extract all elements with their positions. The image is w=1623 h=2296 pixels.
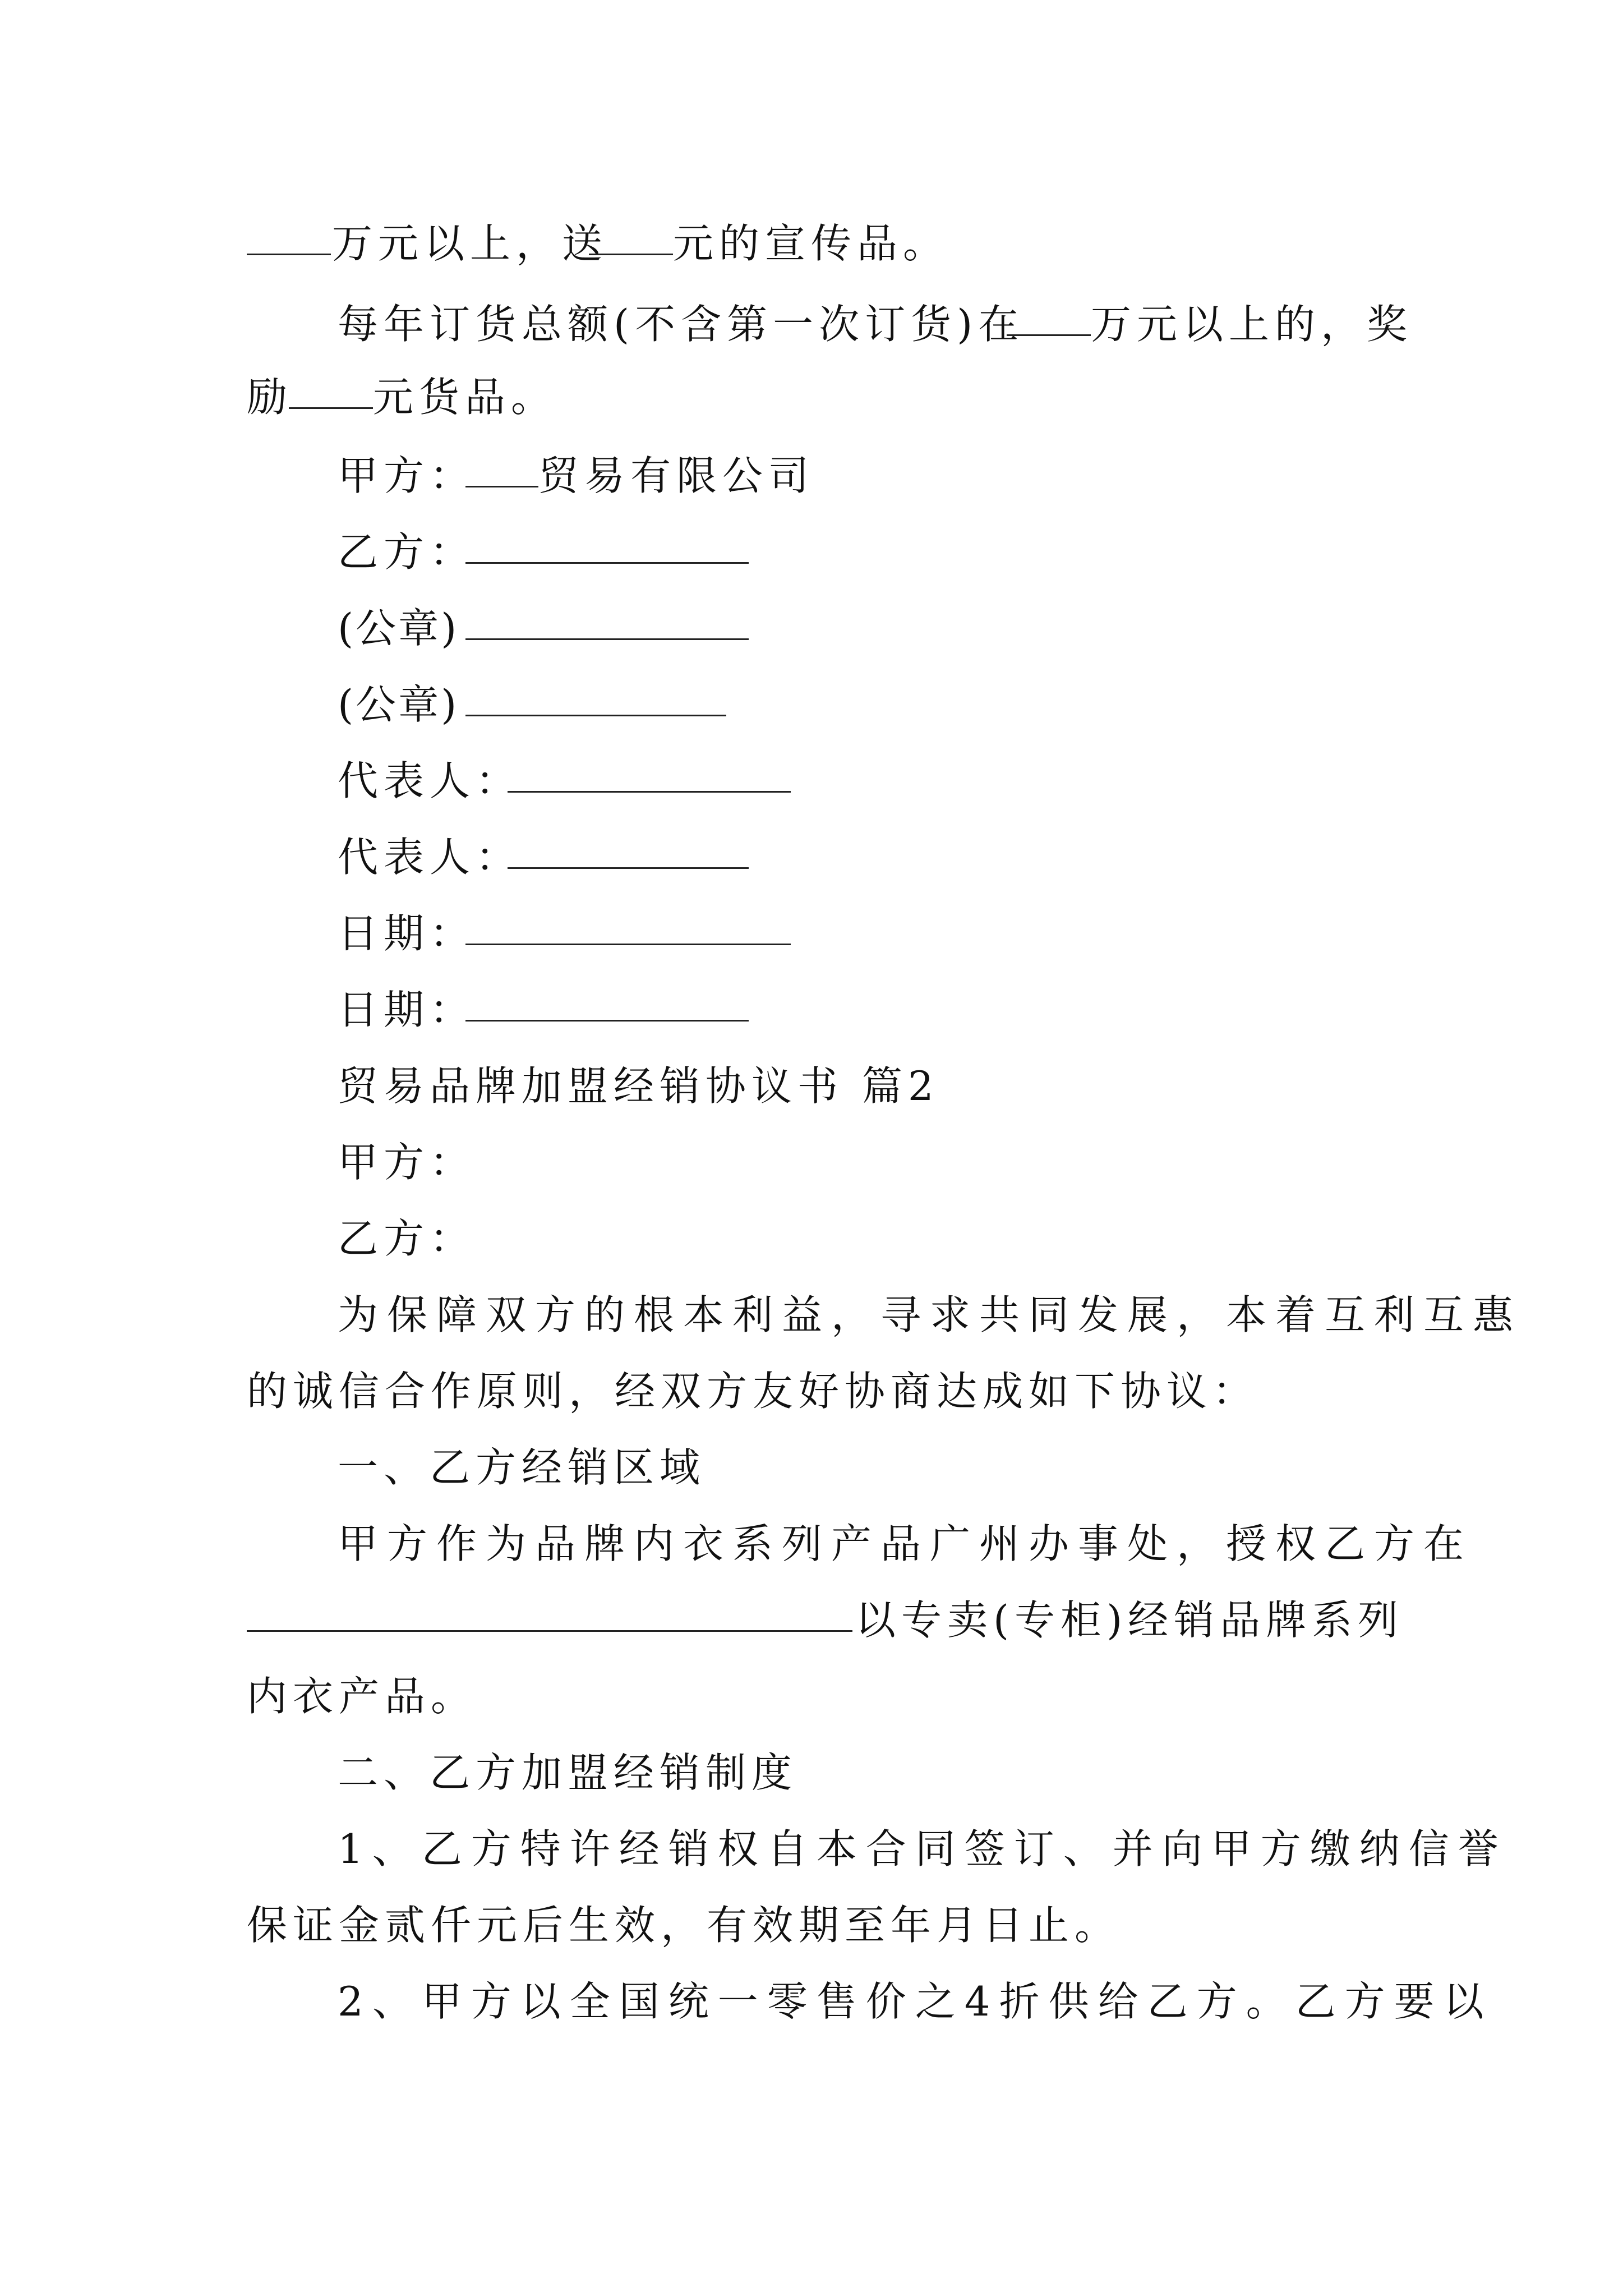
doc-line <box>0 1898 1623 1952</box>
doc-line <box>0 1517 1623 1571</box>
fill-blank <box>589 254 673 255</box>
doc-line <box>0 1135 1623 1189</box>
doc-label: 代表人： <box>338 834 522 881</box>
doc-line <box>0 449 1623 503</box>
doc-line <box>0 1212 1623 1266</box>
fill-blank <box>465 486 538 487</box>
doc-text: 为保障双方的根本利益，寻求共同发展，本着互利互惠 <box>338 1291 1523 1338</box>
doc-heading: 一、乙方经销区域 <box>338 1444 706 1491</box>
signature-blank <box>465 715 726 716</box>
doc-line <box>0 1364 1623 1418</box>
doc-text: 保证金贰仟元后生效，有效期至年月日止。 <box>247 1902 1121 1949</box>
doc-text: 万元以上，送 <box>332 220 608 267</box>
doc-text: 万元以上的，奖 <box>1091 301 1413 348</box>
doc-label: 日期： <box>338 910 476 957</box>
doc-line <box>0 754 1623 808</box>
doc-text: 以专卖(专柜)经销品牌系列 <box>855 1596 1404 1644</box>
fill-blank <box>289 407 373 409</box>
signature-blank <box>508 867 749 869</box>
doc-label: (公章) <box>338 681 459 728</box>
doc-text: 内衣产品。 <box>247 1673 477 1720</box>
doc-heading: 二、乙方加盟经销制度 <box>338 1749 798 1796</box>
doc-label: (公章) <box>338 605 459 652</box>
doc-text: 的诚信合作原则，经双方友好协商达成如下协议： <box>247 1368 1259 1415</box>
doc-text: 贸易有限公司 <box>538 452 815 499</box>
doc-line <box>0 297 1623 351</box>
doc-line <box>0 1593 1623 1647</box>
doc-line <box>0 1669 1623 1723</box>
doc-line <box>0 601 1623 655</box>
doc-line <box>0 1975 1623 2028</box>
fill-blank <box>1007 334 1091 336</box>
doc-label: 乙方： <box>338 1215 476 1262</box>
doc-text: 甲方作为品牌内衣系列产品广州办事处，授权乙方在 <box>338 1520 1473 1567</box>
doc-line <box>0 1441 1623 1494</box>
doc-label: 乙方： <box>338 528 476 576</box>
doc-line <box>0 678 1623 731</box>
fill-blank <box>247 1630 852 1632</box>
signature-blank <box>465 562 749 564</box>
doc-line <box>0 370 1623 424</box>
doc-line <box>0 1288 1623 1342</box>
doc-label: 甲方： <box>338 1139 476 1186</box>
doc-line <box>0 907 1623 960</box>
doc-label: 日期： <box>338 986 476 1033</box>
doc-text: 元的宣传品。 <box>673 220 949 267</box>
doc-label: 代表人： <box>338 757 522 804</box>
signature-blank <box>465 638 749 640</box>
doc-line <box>0 830 1623 884</box>
signature-blank <box>465 944 791 945</box>
signature-blank <box>508 791 791 793</box>
doc-text: 元货品。 <box>373 374 557 421</box>
doc-heading: 贸易品牌加盟经销协议书 篇2 <box>338 1062 939 1110</box>
fill-blank <box>247 254 331 255</box>
doc-text: 1、乙方特许经销权自本合同签订、并向甲方缴纳信誉 <box>338 1825 1507 1872</box>
doc-line <box>0 1746 1623 1800</box>
doc-text: 2、甲方以全国统一零售价之4折供给乙方。乙方要以 <box>338 1978 1493 2025</box>
doc-text: 每年订货总额(不含第一次订货)在 <box>338 301 1025 348</box>
doc-line <box>0 525 1623 579</box>
doc-line <box>0 1822 1623 1876</box>
doc-line <box>0 983 1623 1037</box>
signature-blank <box>465 1020 749 1022</box>
doc-label: 甲方： <box>338 452 476 499</box>
doc-line <box>0 217 1623 270</box>
section-title <box>0 1059 1623 1113</box>
doc-text: 励 <box>247 374 290 421</box>
